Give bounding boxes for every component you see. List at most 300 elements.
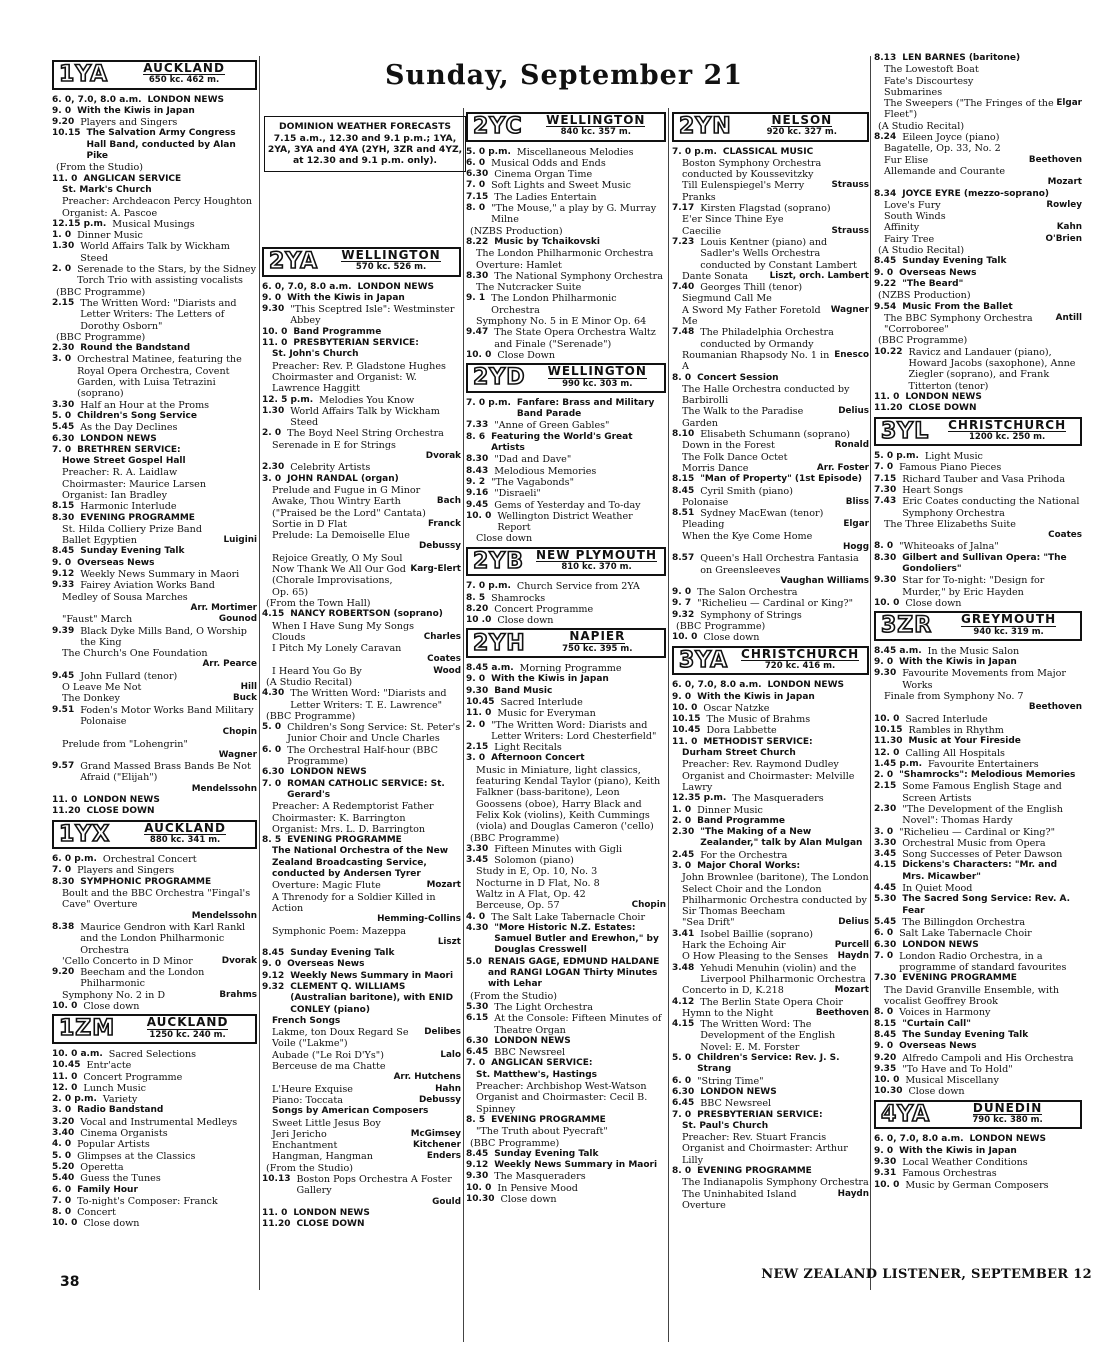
programme-item — [466, 293, 666, 316]
programme-detail — [262, 632, 461, 643]
programme-title: Oscar Natzke — [703, 702, 770, 714]
programme-time: 8.30 — [466, 270, 489, 281]
programme-item — [52, 795, 257, 806]
composer-credit: Mozart — [426, 880, 461, 891]
composer-credit: Charles — [423, 631, 461, 642]
programme-detail: Study in E, Op. 10, No. 3 — [476, 866, 598, 878]
programme-time: 7.48 — [672, 327, 695, 338]
programme-time: 9. 0 — [52, 105, 72, 116]
programme-item — [52, 761, 257, 784]
station-callsign: 2YN — [679, 114, 732, 140]
programme-item — [466, 1160, 666, 1171]
station-logo — [468, 365, 531, 391]
programme-time: 10. 0 — [874, 713, 900, 724]
station-header — [466, 628, 666, 658]
listing-column-4 — [672, 110, 869, 1211]
programme-item — [52, 546, 257, 557]
station-callsign: 3ZR — [881, 613, 933, 639]
programme-time: 11. 0 — [52, 1071, 78, 1082]
programme-title: BBC Newsreel — [700, 1098, 772, 1110]
station-info — [113, 62, 255, 88]
programme-time: 9. 7 — [672, 598, 692, 609]
programme-item — [262, 835, 461, 846]
programme-detail: Rejoice Greatly, O My Soul — [272, 552, 403, 564]
station-name: WELLINGTON — [341, 248, 441, 262]
composer-credit: Hahn — [435, 1083, 461, 1094]
programme-detail — [262, 496, 461, 519]
programme-time: 5.30 — [466, 1001, 489, 1012]
programme-item — [874, 53, 1082, 64]
programme-title: CLOSE DOWN — [296, 1219, 365, 1230]
programme-title: Grand Massed Brass Bands Be Not Afraid ("Elijah") — [80, 761, 251, 784]
programme-item — [672, 373, 869, 384]
programme-title: The Salvation Army Congress Hall Band, conducted by Alan Pike — [86, 128, 236, 162]
programme-detail — [672, 350, 869, 373]
programme-detail — [262, 564, 461, 598]
station-callsign: 3YA — [679, 647, 729, 673]
programme-item — [262, 745, 461, 768]
programme-title: With the Kiwis in Japan — [697, 691, 815, 702]
programme-title: The London Philharmonic Orchestra — [491, 293, 617, 316]
station-frequency: 840 kc. 357 m. — [560, 127, 631, 138]
composer-credit: Elgar — [843, 519, 869, 530]
composer-credit: Dvorak — [221, 955, 257, 966]
programme-time: 1. 0 — [52, 230, 72, 241]
programme-title: "The Development of the English Novel": Thomas Hardy — [902, 804, 1063, 827]
programme-title: "Richelieu — Cardinal or King?" — [697, 598, 854, 610]
programme-title: Church Service from 2YA — [516, 581, 640, 593]
composer-credit: Arr. Foster — [816, 462, 869, 473]
station-header — [874, 611, 1082, 641]
programme-title: For the Orchestra — [700, 849, 788, 861]
programme-time: 8. 6 — [466, 431, 486, 442]
composer-credit: Wood — [433, 665, 461, 676]
station-header — [262, 247, 461, 277]
programme-title: Sunday Evening Talk — [290, 948, 395, 959]
programme-item — [672, 1076, 869, 1087]
programme-item — [52, 264, 257, 287]
composer-credit: Elgar — [1056, 98, 1082, 109]
composer-credit: Mozart — [834, 985, 869, 996]
programme-item — [466, 720, 666, 743]
programme-item — [672, 508, 869, 519]
programme-time: 5. 0 p.m. — [466, 146, 511, 157]
programme-item — [874, 883, 1082, 894]
programme-time: 8.45 a.m. — [874, 645, 922, 656]
programme-title: Solomon (piano) — [494, 855, 574, 867]
programme-title: Alfredo Campoli and His Orchestra — [902, 1052, 1074, 1064]
programme-time: 11. 0 — [262, 338, 288, 349]
programme-title: With the Kiwis in Japan — [287, 292, 405, 303]
programme-time: 4.45 — [874, 883, 897, 894]
programme-time: 9. 0 — [262, 959, 282, 970]
station-info — [531, 630, 664, 656]
programme-detail: The Nutcracker Suite — [476, 282, 582, 294]
composer-credit: Enesco — [834, 349, 869, 360]
programme-time: 9.30 — [466, 1171, 489, 1182]
programme-item — [466, 500, 666, 511]
programme-title: The National Symphony Orchestra — [494, 270, 663, 282]
station-logo — [468, 114, 528, 140]
detail-text: Hark the Echoing Air — [682, 940, 786, 952]
station-frequency: 1250 kc. 240 m. — [149, 1029, 226, 1040]
programme-item — [52, 445, 257, 456]
programme-title: Cinema Organ Time — [494, 169, 593, 181]
composer-credit: Mendelssohn — [191, 783, 257, 794]
programme-detail: Music in Miniature, light classics, featuring Kendal Taylor (piano), Keith Falkner (bass-baritone), Leon Goossens (oboe), Harry Black and Felix Kok (violins), Keith Cummings (viola) and Douglas Cameron ('cello) — [476, 764, 661, 833]
programme-item — [52, 411, 257, 422]
programme-detail — [672, 917, 869, 928]
programme-item — [672, 237, 869, 271]
programme-time: 8.22 — [466, 236, 489, 247]
programme-item — [466, 158, 666, 169]
programme-time: 3.45 — [874, 849, 897, 860]
programme-title: Famous Piano Pieces — [899, 462, 1002, 474]
programme-item — [874, 804, 1082, 827]
programme-detail — [672, 180, 869, 203]
programme-title: Morning Programme — [519, 663, 622, 675]
detail-text: L'Heure Exquise — [272, 1083, 353, 1095]
programme-title: Shamrocks — [491, 592, 546, 604]
programme-time: 7.15 — [466, 191, 489, 202]
programme-title: Operetta — [80, 1161, 124, 1173]
programme-detail — [262, 1140, 461, 1151]
programme-title: The Boyd Neel String Orchestra — [287, 428, 444, 440]
programme-title: Concert Session — [697, 372, 779, 383]
programme-detail: Organist: Ian Bradley — [62, 489, 168, 501]
programme-title: Favourite Entertainers — [928, 758, 1039, 770]
station-frequency: 650 kc. 462 m. — [148, 75, 220, 86]
programme-detail — [52, 956, 257, 967]
programme-item — [262, 428, 461, 439]
programme-time: 6.30 — [672, 1086, 695, 1097]
programme-time: 3.30 — [466, 843, 489, 854]
station-callsign: 1YA — [59, 62, 109, 88]
programme-time: 9. 1 — [466, 293, 486, 304]
station-frequency: 880 kc. 341 m. — [149, 834, 221, 845]
listing-column-2 — [262, 245, 461, 1231]
programme-title: Sunday Evening Talk — [494, 1148, 599, 1159]
programme-item — [874, 1157, 1082, 1168]
detail-text: Lakme, ton Doux Regard Se Voile ("Lakme") — [272, 1027, 409, 1050]
programme-time: 4.30 — [466, 922, 489, 933]
station-header — [672, 112, 869, 142]
programme-title: Concert Programme — [83, 1071, 183, 1083]
programme-item — [874, 951, 1082, 974]
programme-item — [466, 1013, 666, 1036]
programme-title: ROMAN CATHOLIC SERVICE: St. Gerard's — [287, 778, 445, 800]
programme-title: Overseas News — [77, 557, 155, 568]
programme-title: Close down — [905, 597, 962, 609]
programme-time: 5.0 — [466, 956, 482, 967]
programme-item — [874, 1086, 1082, 1097]
programme-title: Elisabeth Schumann (soprano) — [700, 429, 851, 441]
station-logo — [54, 62, 113, 88]
programme-time: 3. 0 — [466, 753, 486, 764]
programme-item — [874, 347, 1082, 392]
programme-detail — [874, 313, 1082, 336]
station-frequency: 1200 kc. 250 m. — [968, 431, 1046, 442]
programme-time: 8.30 — [52, 512, 75, 523]
programme-item — [262, 338, 461, 349]
programme-detail — [262, 1129, 461, 1140]
programme-item — [466, 420, 666, 431]
programme-title: Miscellaneous Melodies — [516, 146, 634, 158]
programme-time: 5. 0 — [52, 410, 72, 421]
detail-text: O Leave Me Not — [62, 682, 142, 694]
programme-item — [466, 511, 666, 534]
programme-detail: Berceuse de ma Chatte — [272, 1061, 386, 1073]
programme-item — [874, 748, 1082, 759]
programme-item — [466, 1058, 666, 1069]
detail-text: Sortie in D Flat — [272, 518, 347, 530]
programme-title: "This Sceptred Isle": Westminster Abbey — [290, 304, 455, 327]
programme-detail: Fate's Discourtesy — [884, 75, 974, 87]
detail-text: Affinity — [884, 222, 920, 234]
station-callsign: 1ZM — [59, 1016, 116, 1042]
composer-credit: Mendelssohn — [191, 910, 257, 921]
programme-time: 8.38 — [52, 921, 75, 932]
programme-time: 12.15 p.m. — [52, 218, 107, 229]
programme-item — [52, 1207, 257, 1218]
programme-time: 3.40 — [52, 1128, 75, 1139]
programme-title: Sacred Interlude — [500, 696, 583, 708]
programme-item — [672, 997, 869, 1008]
programme-detail: Medley of Sousa Marches — [62, 591, 188, 603]
station-header — [672, 646, 869, 676]
programme-item — [874, 496, 1082, 519]
programme-title: Close down — [497, 615, 554, 627]
station-logo — [876, 1102, 935, 1128]
programme-item — [52, 1196, 257, 1207]
composer-credit: Franck — [427, 518, 461, 529]
programme-detail: The Church's One Foundation — [62, 648, 208, 660]
composer-credit: Arr. Mortimer — [190, 602, 257, 613]
programme-title: "More Historic N.Z. Estates: Samuel Butler and Erewhon," by Douglas Cresswell — [494, 922, 659, 956]
station-info — [323, 249, 459, 275]
programme-detail — [874, 234, 1082, 245]
programme-title: Eric Coates conducting the National Symphony Orchestra — [902, 496, 1080, 519]
programme-item — [874, 894, 1082, 917]
programme-detail: Submarines — [884, 86, 943, 98]
programme-item — [52, 1139, 257, 1150]
programme-time: 6. 0, 7.0, 8.0 a.m. — [672, 680, 762, 691]
programme-time: 7. 0 — [874, 462, 894, 473]
programme-item — [466, 742, 666, 753]
programme-time: 9. 0 — [874, 1145, 894, 1156]
programme-detail: When the Kye Come Home — [682, 530, 813, 542]
programme-detail — [262, 1084, 461, 1095]
composer-credit: McGimsey — [410, 1128, 461, 1139]
column-rule — [259, 56, 260, 1290]
programme-title: Isobel Baillie (soprano) — [700, 928, 814, 940]
programme-title: The Philadelphia Orchestra conducted by Ormandy — [700, 327, 834, 350]
detail-text: Concerto in D, K.218 — [682, 985, 784, 997]
station-callsign: 2YA — [269, 249, 319, 275]
composer-credit: Lalo — [440, 1049, 461, 1060]
programme-title: Light Recitals — [494, 742, 562, 754]
programme-title: Gilbert and Sullivan Opera: "The Gondoliers" — [902, 552, 1067, 575]
listing-column-3 — [466, 110, 666, 1205]
detail-text: Down in the Forest — [682, 440, 775, 452]
station-logo — [264, 249, 323, 275]
programme-title: Foden's Motor Works Band Military Polonaise — [80, 704, 254, 727]
programme-time: 9. 0 — [672, 587, 692, 598]
programme-time: 6. 0, 7.0, 8.0 a.m. — [262, 281, 352, 292]
programme-detail: Preacher: Rev. Stuart Francis — [682, 1132, 827, 1144]
programme-time: 10. 0 — [874, 1075, 900, 1086]
programme-time: 7.30 — [874, 973, 897, 984]
programme-item — [874, 598, 1082, 609]
programme-time: 3. 0 — [262, 473, 282, 484]
station-name: AUCKLAND — [144, 820, 226, 835]
programme-title: Musical Odds and Ends — [491, 157, 606, 169]
composer-credit: Bach — [436, 496, 461, 507]
programme-title: With the Kiwis in Japan — [899, 1145, 1017, 1156]
programme-time: 9.45 — [52, 670, 75, 681]
programme-detail: Prelude: La Demoiselle Elue — [272, 530, 410, 542]
programme-time: 10. 0 — [466, 349, 492, 360]
programme-detail: St. John's Church — [272, 349, 359, 360]
programme-item — [466, 203, 666, 226]
programme-title: Radio Bandstand — [77, 1105, 164, 1116]
programme-detail: Siegmund Call Me — [682, 293, 772, 305]
station-info — [935, 1102, 1080, 1128]
programme-time: 10. 0 — [52, 1218, 78, 1229]
programme-time: 9.20 — [874, 1052, 897, 1063]
programme-item — [466, 615, 666, 626]
programme-title: JOHN RANDAL (organ) — [287, 473, 399, 484]
programme-item — [52, 422, 257, 433]
programme-item — [466, 957, 666, 991]
programme-title: ANGLICAN SERVICE — [83, 173, 182, 184]
programme-title: In Quiet Mood — [902, 883, 973, 895]
programme-time: 8.15 — [672, 474, 695, 485]
programme-title: LONDON NEWS — [700, 1086, 777, 1097]
programme-item — [874, 541, 1082, 552]
programme-time: 9.31 — [874, 1168, 897, 1179]
programme-detail: Organist: A. Pascoe — [62, 207, 158, 219]
programme-title: "The Vagabonds" — [491, 476, 574, 488]
programme-time: 1.30 — [262, 405, 285, 416]
detail-text: A Sword My Father Foretold Me — [682, 304, 821, 328]
programme-title: Glimpses at the Classics — [77, 1150, 196, 1162]
programme-time: 7. 0 — [52, 865, 72, 876]
station-header — [874, 417, 1082, 447]
programme-time: 8.13 — [874, 53, 897, 63]
programme-item — [466, 708, 666, 719]
programme-title: Heart Songs — [902, 484, 964, 496]
station-callsign: 3YL — [881, 418, 930, 444]
station-info — [937, 613, 1080, 639]
programme-detail: Preacher: R. A. Laidlaw — [62, 467, 178, 479]
programme-detail: Symphonic Poem: Mazeppa — [272, 925, 407, 937]
programme-item — [466, 1047, 666, 1058]
programme-time: 9.12 — [262, 970, 285, 981]
programme-item — [262, 474, 461, 485]
programme-item — [52, 1105, 257, 1116]
programme-title: EVENING PROGRAMME — [80, 512, 195, 523]
programme-time: 6. 0 — [466, 157, 486, 168]
programme-title: Close down — [500, 1194, 557, 1206]
programme-note: (From the Studio) — [470, 990, 558, 1002]
programme-item — [874, 392, 1082, 403]
programme-time: 8. 0 — [672, 372, 692, 383]
programme-title: PRESBYTERIAN SERVICE: — [293, 338, 419, 349]
programme-item — [52, 580, 257, 591]
programme-item — [874, 485, 1082, 496]
programme-item — [52, 1117, 257, 1128]
composer-credit: Strauss — [831, 180, 869, 191]
programme-item — [874, 1064, 1082, 1075]
programme-time: 6.30 — [466, 169, 489, 180]
station-callsign: 2YD — [473, 365, 526, 391]
programme-item — [874, 917, 1082, 928]
station-name: NEW PLYMOUTH — [535, 547, 658, 562]
programme-time: 10.45 — [466, 696, 495, 707]
programme-item — [52, 877, 257, 888]
programme-time: 3. 0 — [672, 861, 692, 871]
programme-title: Richard Tauber and Vasa Prihoda — [902, 473, 1066, 485]
programme-time: 7.43 — [874, 496, 897, 507]
listing-column-1 — [52, 58, 257, 1230]
programme-time: 7. 0 — [466, 1058, 486, 1069]
programme-item — [52, 128, 257, 162]
programme-time: 7.33 — [466, 420, 489, 431]
station-name: WELLINGTON — [547, 364, 647, 379]
detail-text: Aubade ("Le Roi D'Ys") — [272, 1049, 384, 1061]
programme-time: 10.22 — [874, 346, 903, 357]
programme-time: 2. 0 — [672, 815, 692, 826]
programme-time: 9.54 — [874, 301, 897, 312]
programme-item — [52, 106, 257, 117]
detail-text: Morris Dance — [682, 462, 749, 474]
programme-detail: Preacher: Archdeacon Percy Houghton — [62, 196, 253, 208]
programme-title: The Written Word: "Diarists and Letter Writers: The Letters of Dorothy Osborn" — [80, 297, 237, 332]
programme-detail: Finale from Symphony No. 7 — [884, 691, 1024, 703]
programme-item — [466, 604, 666, 615]
programme-time: 8.45 — [52, 546, 75, 557]
programme-time: 10. 0 — [874, 1179, 900, 1190]
composer-credit: Beethoven — [815, 1007, 869, 1018]
station-logo — [876, 419, 934, 445]
programme-title: Black Dyke Mills Band, O Worship the King — [80, 625, 247, 648]
programme-time: 8.45 — [466, 1148, 489, 1159]
programme-item — [466, 192, 666, 203]
programme-item — [874, 1146, 1082, 1157]
programme-item — [466, 1194, 666, 1205]
programme-detail: St. Mark's Church — [62, 184, 152, 195]
programme-item — [466, 855, 666, 866]
programme-item — [466, 477, 666, 488]
programme-time: 10. 0 — [52, 1001, 78, 1012]
page-number: 38 — [60, 1274, 80, 1290]
programme-time: 8.15 — [874, 1018, 897, 1029]
station-name: AUCKLAND — [146, 1015, 229, 1030]
programme-time: 2. 0 — [262, 428, 282, 439]
programme-detail — [52, 682, 257, 693]
detail-text: Symphony No. 2 in D — [62, 989, 166, 1001]
programme-title: Kirsten Flagstad (soprano) — [700, 203, 831, 215]
programme-time: 8.34 — [874, 188, 897, 199]
programme-title: Sunday Evening Talk — [902, 256, 1007, 267]
programme-item — [52, 298, 257, 332]
programme-item — [52, 1128, 257, 1139]
station-name: AUCKLAND — [143, 61, 225, 75]
composer-credit: Delius — [838, 406, 869, 417]
programme-item — [874, 189, 1082, 200]
programme-item — [52, 705, 257, 728]
